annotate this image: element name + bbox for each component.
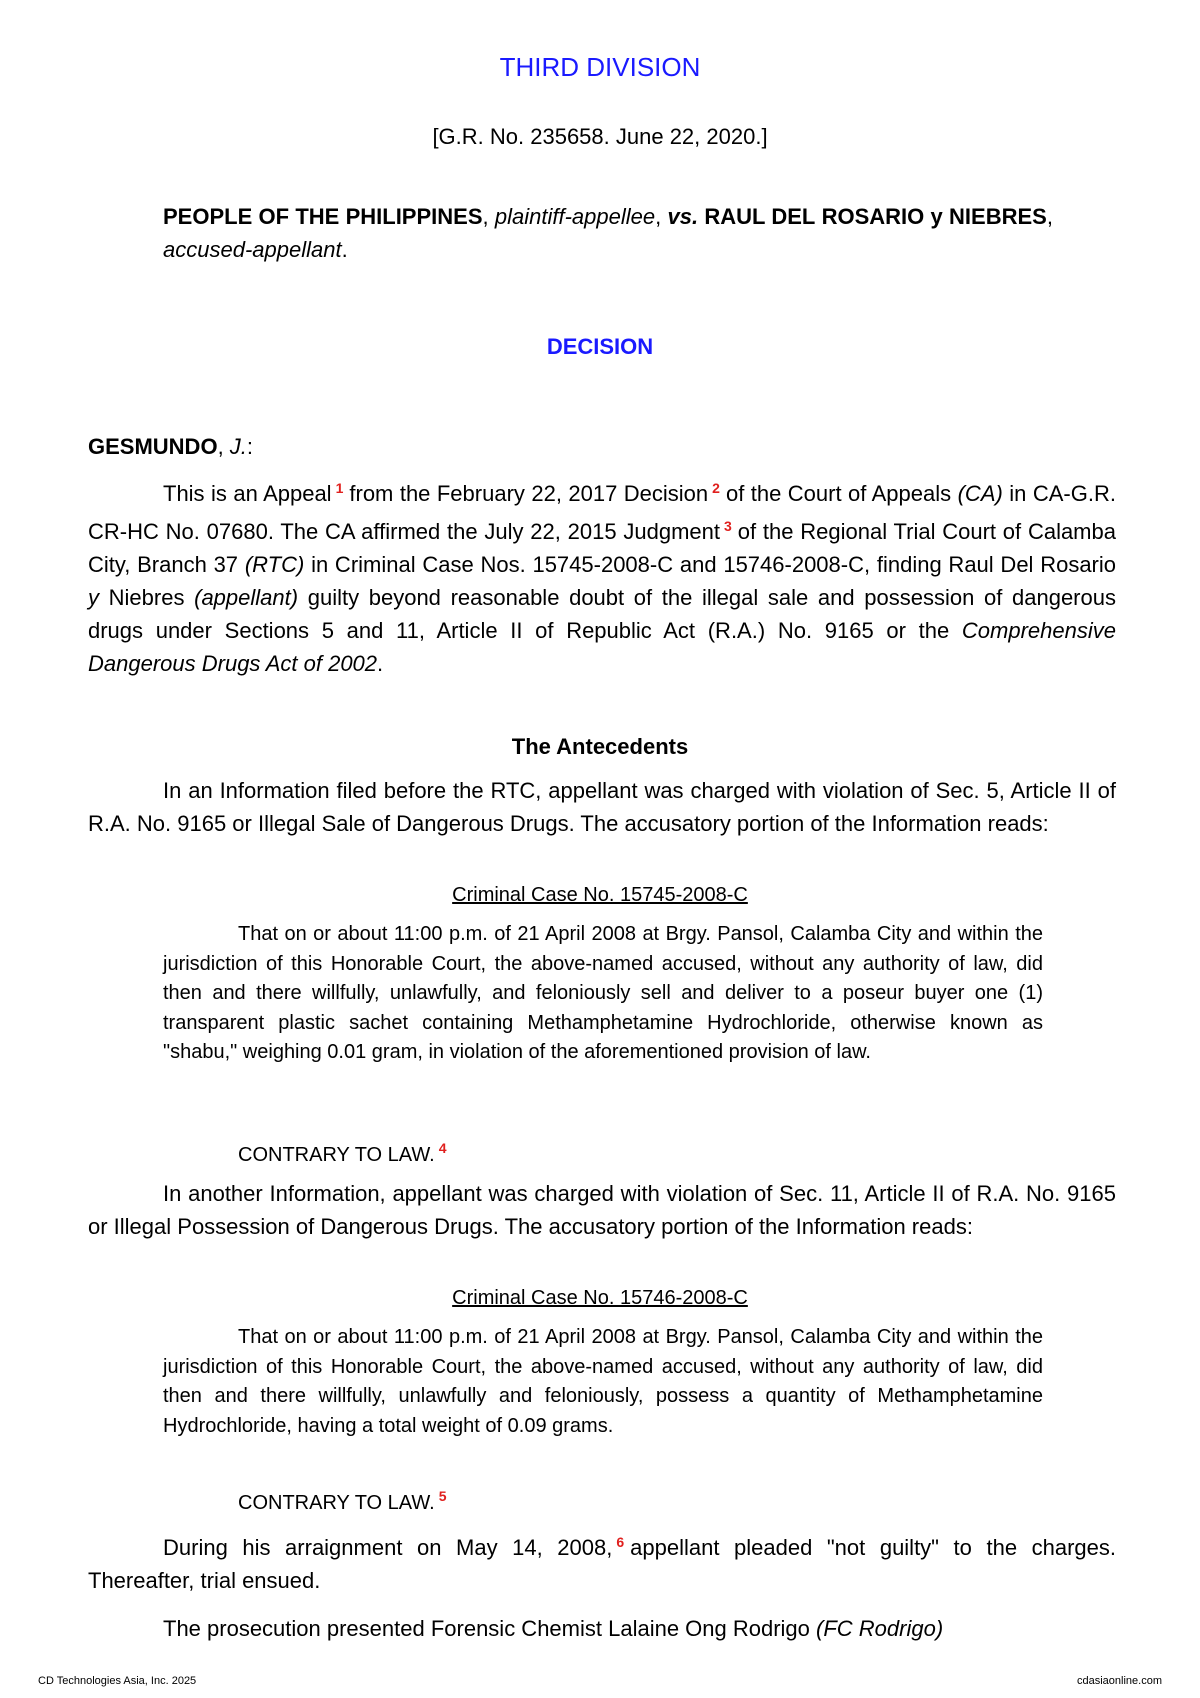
plaintiff-role: plaintiff-appellee — [494, 204, 656, 229]
contrary-to-law-2: CONTRARY TO LAW. $^5$ — [238, 1488, 447, 1514]
division-title: THIRD DIVISION — [499, 52, 701, 82]
versus-label: vs. — [667, 204, 699, 229]
ponente-suffix: J. — [229, 434, 247, 459]
ponente-name: GESMUNDO — [88, 434, 218, 459]
footnote-link-6[interactable]: 6 — [616, 1534, 625, 1550]
footnote-link-2[interactable]: 2 — [712, 480, 720, 496]
footnote-link-3[interactable]: 3 — [723, 518, 732, 534]
antecedents-heading: The Antecedents — [511, 734, 689, 759]
accused-name-line1: RAUL DEL — [704, 204, 816, 229]
footnote-link-1[interactable]: 1 — [335, 480, 344, 496]
paragraph-arraignment: During his arraignment on May 14, 2008, $^6$ appellant pleaded "not guilty" to the charges. Thereafter, trial ensued. — [88, 1534, 1116, 1593]
accused-name-line2: ROSARIO y NIEBRES — [821, 204, 1047, 229]
paragraph-appeal: This is an Appeal $^1$ from the February 22, 2017 Decision $^2$ of the Court of Appeals (CA) in CA-G.R. CR-HC No. 07680. The CA affirmed the July 22, 2015 Judgment $^3$ of the Regional Trial Court of Calamba City, Branch 37 (RTC) in Criminal Case Nos. 15745-2008-C and 15746-2008-C, finding Raul Del Rosario y Niebres (appellant) guilty beyond reasonable doubt of the illegal sale and possession of dangerous drugs under Sections 5 and 11, Article II of Republic Act (R.A.) No. 9165 or the Comprehensive Dangerous Drugs Act of 2002. — [88, 480, 1116, 676]
paragraph-prosecution: The prosecution presented Forensic Chemist Lalaine Ong Rodrigo (FC Rodrigo) — [163, 1616, 944, 1641]
paragraph-information-2: In another Information, appellant was charged with violation of Sec. 11, Article II of R.A. No. 9165 or Illegal Possession of Dangerous Drugs. The accusatory portion of the Information reads: — [88, 1181, 1116, 1239]
footer-copyright: CD Technologies Asia, Inc. 2025 — [38, 1675, 197, 1687]
contrary-to-law-1: CONTRARY TO LAW. $^4$ — [238, 1140, 447, 1166]
quote-case-2: That on or about 11:00 p.m. of 21 April 2008 at Brgy. Pansol, Calamba City and within the jurisdiction of this Honorable Court, the above-named accused, without any authority of law, did then and there willfully, unlawfully and feloniously, possess a quantity of Methamphetamine Hydrochloride, having a total weight of 0.09 grams. — [163, 1326, 1043, 1437]
quote-case-1: That on or about 11:00 p.m. of 21 April 2008 at Brgy. Pansol, Calamba City and within the jurisdiction of this Honorable Court, the above-named accused, without any authority of law, did then and there willfully, unlawfully, and feloniously sell and deliver to a poseur buyer one (1) transparent plastic sachet containing Methamphetamine Hydrochloride, otherwise known as "shabu," weighing 0.01 gram, in violation of the aforementioned provision of law. — [163, 923, 1043, 1063]
plaintiff-name: PEOPLE OF THE PHILIPPINES — [163, 204, 483, 229]
decision-heading: DECISION — [546, 334, 654, 359]
case-title-2: Criminal Case No. 15746-2008-C — [452, 1287, 748, 1309]
footnote-link-4[interactable]: 4 — [438, 1140, 447, 1156]
case-number: [G.R. No. 235658. June 22, 2020.] — [432, 124, 768, 149]
footer-site[interactable]: cdasiaonline.com — [1077, 1675, 1162, 1687]
case-parties: PEOPLE OF THE PHILIPPINES, plaintiff-appellee, vs. RAUL DEL ROSARIO y NIEBRES, accused-appellant. — [163, 204, 1053, 262]
paragraph-information-1: In an Information filed before the RTC, appellant was charged with violation of Sec. 5, Article II of R.A. No. 9165 or Illegal Sale of Dangerous Drugs. The accusatory portion of the Information reads: — [88, 778, 1116, 836]
case-title-1: Criminal Case No. 15745-2008-C — [452, 884, 748, 906]
ponente: GESMUNDO, J.: — [88, 434, 254, 459]
footnote-link-5[interactable]: 5 — [438, 1488, 447, 1504]
accused-role: accused-appellant — [163, 237, 342, 262]
